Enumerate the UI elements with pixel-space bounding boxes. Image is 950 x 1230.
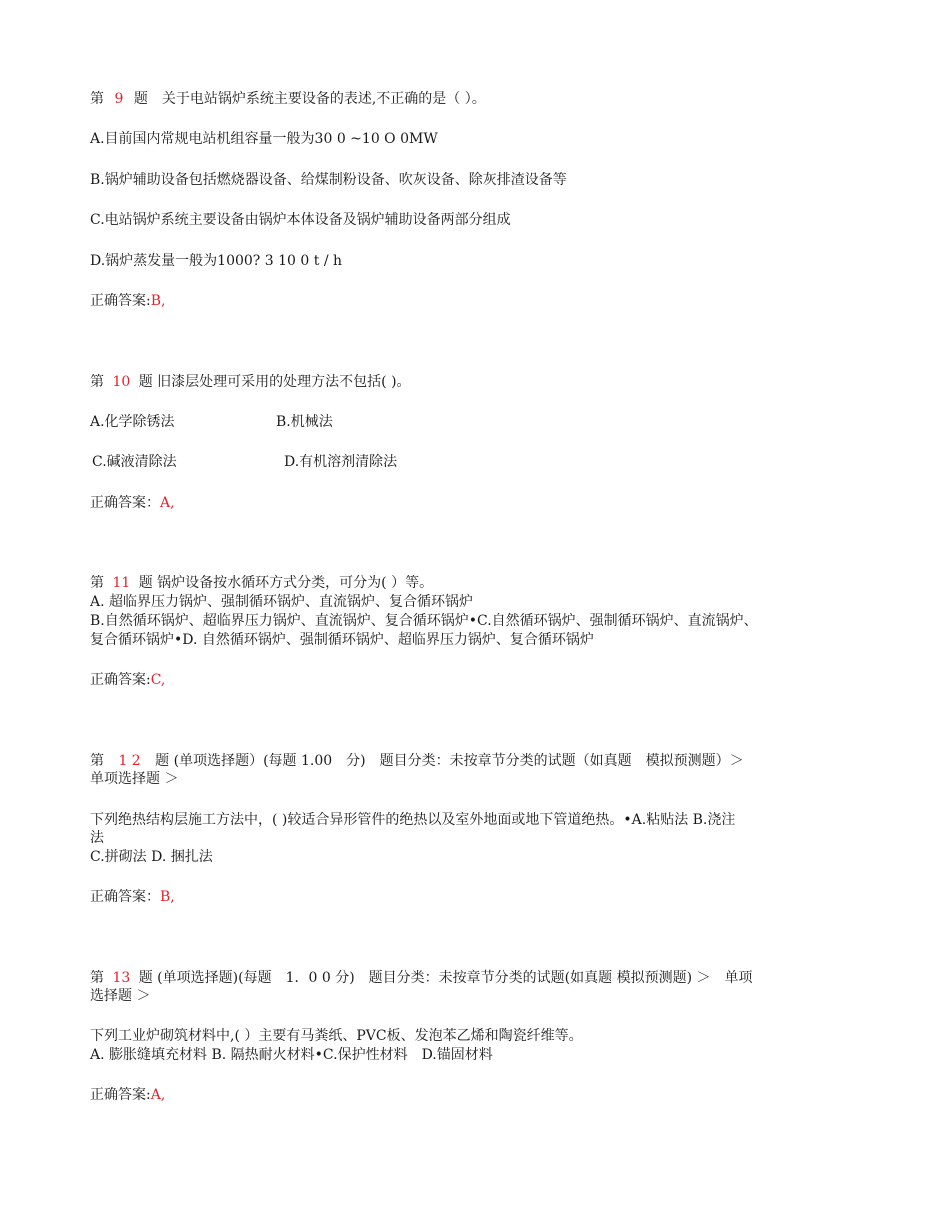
q10-answer	[90, 494, 175, 512]
q11-prefix: 第	[90, 575, 104, 591]
q13-number: 13	[112, 970, 131, 986]
answer-value: C,	[150, 672, 166, 688]
q12-number: 1 2	[118, 753, 141, 769]
q11-option-line-1: A. 超临界压力锅炉、强制循环锅炉、直流锅炉、复合循环锅炉	[90, 594, 474, 610]
q9-option-d: D.锅炉蒸发量一般为1000? 3 10 0 t / h	[90, 253, 342, 269]
q12-title	[90, 752, 744, 770]
q12-title-cont: 单项选择题 ＞	[90, 771, 179, 787]
q9-number: 9	[114, 91, 124, 107]
q9-option-a: A.目前国内常规电站机组容量一般为30 0 ~10 O 0MW	[90, 131, 438, 147]
q10-prefix: 第	[90, 374, 104, 390]
answer-value: B,	[150, 293, 166, 309]
q12-prefix: 第	[90, 753, 104, 769]
q13-body-line-2: A. 膨胀缝填充材料 B. 隔热耐火材料•C.保护性材料 D.锚固材料	[90, 1047, 493, 1063]
q13-prefix: 第	[90, 970, 104, 986]
q11-option-line-2: B.自然循环锅炉、超临界压力锅炉、直流锅炉、复合循环锅炉•C.自然循环锅炉、强制循环锅炉、直流锅炉、	[90, 613, 758, 629]
q12-body-line-3: C.拼砌法 D. 捆扎法	[90, 849, 213, 865]
q12-body-line-2: 法	[90, 830, 104, 846]
q10-option-b: B.机械法	[276, 414, 333, 430]
answer-label: 正确答案:	[90, 1087, 151, 1103]
q10-option-d: D.有机溶剂清除法	[284, 454, 398, 470]
q9-option-c: C.电站锅炉系统主要设备由锅炉本体设备及锅炉辅助设备两部分组成	[90, 212, 511, 228]
q10-title	[90, 373, 411, 391]
answer-label: 正确答案：	[90, 495, 160, 511]
q11-question-text: 题 锅炉设备按水循环方式分类，可分为( ）等。	[138, 575, 434, 591]
q11-title	[90, 574, 433, 592]
q10-number: 10	[112, 374, 131, 390]
answer-label: 正确答案：	[90, 889, 160, 905]
q12-answer	[90, 888, 175, 906]
answer-value: B,	[160, 889, 175, 905]
q13-body-line-1: 下列工业炉砌筑材料中,( ）主要有马粪纸、PVC板、发泡苯乙烯和陶瓷纤维等。	[90, 1028, 583, 1044]
q11-number: 11	[112, 575, 131, 591]
q13-title-cont: 选择题 ＞	[90, 988, 151, 1004]
q10-option-a: A.化学除锈法	[90, 414, 175, 430]
q10-option-c: C.碱液清除法	[92, 454, 177, 470]
q10-question-text: 题 旧漆层处理可采用的处理方法不包括( )。	[138, 374, 411, 390]
q12-body-line-1: 下列绝热结构层施工方法中，( )较适合异形管件的绝热以及室外地面或地下管道绝热。•A.粘贴法 B.浇注	[90, 812, 736, 828]
q13-answer	[90, 1086, 165, 1104]
q12-question-text: 题 (单项选择题）(每题 1.00 分) 题目分类：未按章节分类的试题（如真题 模拟预测题）＞	[155, 753, 744, 769]
q11-option-line-3: 复合循环锅炉•D. 自然循环锅炉、强制循环锅炉、超临界压力锅炉、复合循环锅炉	[90, 632, 594, 648]
q9-title	[90, 90, 486, 108]
q11-answer	[90, 671, 165, 689]
q9-answer	[90, 292, 165, 310]
answer-label: 正确答案:	[90, 293, 151, 309]
q9-option-b: B.锅炉辅助设备包括燃烧器设备、给煤制粉设备、吹灰设备、除灰排渣设备等	[90, 172, 567, 188]
q9-prefix: 第	[90, 91, 104, 107]
q13-question-text: 题 (单项选择题)(每题 1．0 0 分) 题目分类：未按章节分类的试题(如真题 模拟预测题) ＞ 单项	[138, 970, 753, 986]
answer-label: 正确答案:	[90, 672, 151, 688]
q9-question-text: 题 关于电站锅炉系统主要设备的表述,不正确的是（ ）。	[133, 91, 486, 107]
answer-value: A,	[160, 495, 175, 511]
answer-value: A,	[150, 1087, 166, 1103]
q13-title	[90, 969, 752, 987]
